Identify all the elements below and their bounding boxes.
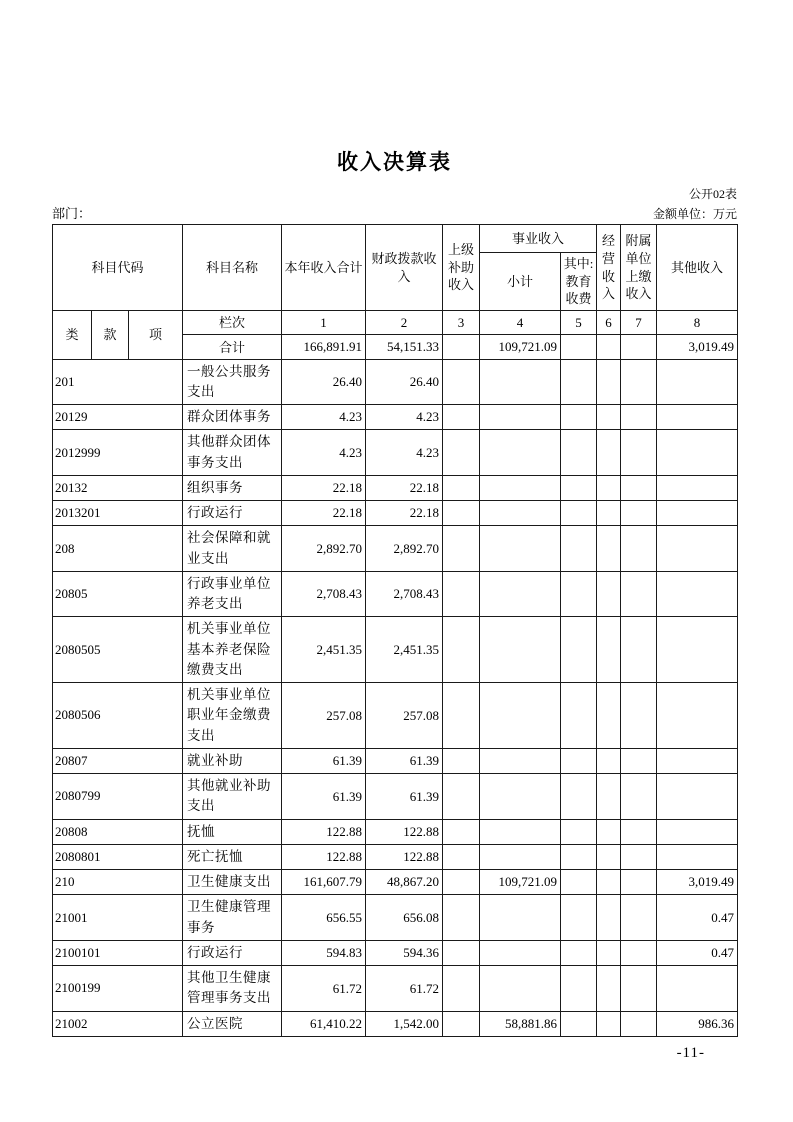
- table-row: [53, 748, 738, 773]
- value-cell: 61,410.22: [282, 1011, 366, 1036]
- unit-label: 金额单位：万元: [652, 207, 737, 221]
- value-cell: [443, 895, 480, 941]
- subject-code-cell: 2012999: [53, 430, 183, 476]
- value-cell: 61.39: [366, 774, 443, 820]
- value-cell: [657, 475, 738, 500]
- header-code-section: 款: [92, 311, 129, 360]
- value-cell: [621, 617, 657, 683]
- value-cell: 4.23: [366, 430, 443, 476]
- value-cell: [597, 475, 621, 500]
- value-cell: [597, 966, 621, 1012]
- value-cell: [561, 571, 597, 617]
- value-cell: [621, 359, 657, 405]
- value-cell: [561, 966, 597, 1012]
- subject-name-cell: 组织事务: [183, 475, 282, 500]
- subject-code-cell: 2100199: [53, 966, 183, 1012]
- value-cell: 61.39: [282, 774, 366, 820]
- value-cell: 656.08: [366, 895, 443, 941]
- value-cell: [621, 571, 657, 617]
- value-cell: 109,721.09: [480, 870, 561, 895]
- table-row: [53, 683, 738, 749]
- value-cell: [597, 870, 621, 895]
- header-code-category: 类: [53, 311, 92, 360]
- table-row: [53, 430, 738, 476]
- value-cell: [621, 819, 657, 844]
- value-cell: 22.18: [366, 501, 443, 526]
- value-cell: [443, 475, 480, 500]
- header-subject-code: 科目代码: [53, 225, 183, 311]
- value-cell: [621, 405, 657, 430]
- value-cell: [597, 774, 621, 820]
- value-cell: [657, 526, 738, 572]
- table-row: [53, 966, 738, 1012]
- value-cell: 4.23: [282, 405, 366, 430]
- value-cell: [443, 526, 480, 572]
- value-cell: [561, 617, 597, 683]
- value-cell: [657, 501, 738, 526]
- subject-name-cell: 行政运行: [183, 940, 282, 965]
- value-cell: [621, 844, 657, 869]
- value-cell: 122.88: [282, 844, 366, 869]
- table-row: [53, 617, 738, 683]
- subject-name-cell: 公立医院: [183, 1011, 282, 1036]
- table-body: [53, 359, 738, 1036]
- value-cell: [480, 819, 561, 844]
- value-cell: [443, 940, 480, 965]
- value-cell: 26.40: [282, 359, 366, 405]
- value-cell: [597, 617, 621, 683]
- totals-value: [443, 335, 480, 360]
- value-cell: [621, 966, 657, 1012]
- value-cell: [480, 966, 561, 1012]
- value-cell: [561, 359, 597, 405]
- subject-code-cell: 20805: [53, 571, 183, 617]
- value-cell: 61.72: [366, 966, 443, 1012]
- subject-code-cell: 2080505: [53, 617, 183, 683]
- totals-value: 3,019.49: [657, 335, 738, 360]
- table-row: [53, 774, 738, 820]
- value-cell: [657, 359, 738, 405]
- value-cell: [480, 571, 561, 617]
- document-content: [52, 0, 737, 1062]
- subject-code-cell: 21001: [53, 895, 183, 941]
- subject-code-cell: 2080801: [53, 844, 183, 869]
- value-cell: [561, 870, 597, 895]
- table-row: [53, 571, 738, 617]
- value-cell: [657, 617, 738, 683]
- value-cell: [443, 571, 480, 617]
- value-cell: 161,607.79: [282, 870, 366, 895]
- value-cell: [443, 870, 480, 895]
- meta-row: [52, 203, 737, 222]
- value-cell: 22.18: [366, 475, 443, 500]
- value-cell: [597, 571, 621, 617]
- value-cell: [561, 405, 597, 430]
- value-cell: [561, 774, 597, 820]
- value-cell: 986.36: [657, 1011, 738, 1036]
- value-cell: [443, 501, 480, 526]
- value-cell: 257.08: [366, 683, 443, 749]
- value-cell: [480, 475, 561, 500]
- table-row: [53, 359, 738, 405]
- value-cell: 122.88: [366, 844, 443, 869]
- value-cell: 4.23: [366, 405, 443, 430]
- value-cell: [480, 405, 561, 430]
- value-cell: [561, 940, 597, 965]
- header-col-index-7: 7: [621, 311, 657, 335]
- value-cell: [480, 501, 561, 526]
- value-cell: [657, 748, 738, 773]
- value-cell: [621, 870, 657, 895]
- value-cell: [443, 617, 480, 683]
- value-cell: [443, 819, 480, 844]
- subject-name-cell: 社会保障和就业支出: [183, 526, 282, 572]
- value-cell: [657, 819, 738, 844]
- value-cell: [621, 940, 657, 965]
- totals-value: [597, 335, 621, 360]
- value-cell: 122.88: [282, 819, 366, 844]
- value-cell: 656.55: [282, 895, 366, 941]
- value-cell: [597, 1011, 621, 1036]
- department-label: 部门：: [52, 206, 92, 221]
- header-col-index-6: 6: [597, 311, 621, 335]
- value-cell: [597, 526, 621, 572]
- table-row: [53, 870, 738, 895]
- value-cell: 2,451.35: [282, 617, 366, 683]
- subject-name-cell: 群众团体事务: [183, 405, 282, 430]
- value-cell: 22.18: [282, 501, 366, 526]
- header-business-income: 事业收入: [480, 225, 597, 253]
- table-row: [53, 895, 738, 941]
- value-cell: [480, 430, 561, 476]
- subject-code-cell: 201: [53, 359, 183, 405]
- value-cell: [561, 475, 597, 500]
- totals-value: 54,151.33: [366, 335, 443, 360]
- value-cell: [657, 774, 738, 820]
- value-cell: [443, 1011, 480, 1036]
- value-cell: [443, 405, 480, 430]
- header-total-income: 本年收入合计: [282, 225, 366, 311]
- subject-name-cell: 其他群众团体事务支出: [183, 430, 282, 476]
- value-cell: [621, 748, 657, 773]
- value-cell: 2,451.35: [366, 617, 443, 683]
- header-col-index-3: 3: [443, 311, 480, 335]
- totals-value: 166,891.91: [282, 335, 366, 360]
- value-cell: [561, 526, 597, 572]
- table-row: [53, 475, 738, 500]
- revenue-table: [52, 224, 738, 1037]
- totals-value: [561, 335, 597, 360]
- header-col-index-8: 8: [657, 311, 738, 335]
- value-cell: [561, 895, 597, 941]
- subject-name-cell: 行政运行: [183, 501, 282, 526]
- subject-code-cell: 2080799: [53, 774, 183, 820]
- subject-name-cell: 死亡抚恤: [183, 844, 282, 869]
- value-cell: 2,708.43: [366, 571, 443, 617]
- table-row: [53, 844, 738, 869]
- subject-code-cell: 208: [53, 526, 183, 572]
- value-cell: [621, 475, 657, 500]
- value-cell: [621, 774, 657, 820]
- header-row-1: [53, 225, 738, 253]
- subject-code-cell: 2100101: [53, 940, 183, 965]
- page-number: -11-: [676, 1044, 705, 1061]
- value-cell: [480, 359, 561, 405]
- header-education-fee: 其中: 教育 收费: [561, 253, 597, 311]
- header-col-index-1: 1: [282, 311, 366, 335]
- value-cell: [480, 748, 561, 773]
- totals-value: [621, 335, 657, 360]
- table-row: [53, 526, 738, 572]
- value-cell: [443, 774, 480, 820]
- totals-value: 109,721.09: [480, 335, 561, 360]
- value-cell: [597, 940, 621, 965]
- subject-name-cell: 行政事业单位养老支出: [183, 571, 282, 617]
- value-cell: [480, 895, 561, 941]
- table-code-label: 公开02表: [688, 187, 737, 201]
- value-cell: 122.88: [366, 819, 443, 844]
- value-cell: [621, 526, 657, 572]
- value-cell: [443, 683, 480, 749]
- value-cell: [597, 819, 621, 844]
- value-cell: [443, 359, 480, 405]
- header-subject-name: 科目名称: [183, 225, 282, 311]
- value-cell: [443, 430, 480, 476]
- subject-code-cell: 2080506: [53, 683, 183, 749]
- value-cell: 2,892.70: [366, 526, 443, 572]
- value-cell: [561, 683, 597, 749]
- value-cell: 61.39: [282, 748, 366, 773]
- value-cell: [597, 359, 621, 405]
- value-cell: [443, 966, 480, 1012]
- value-cell: [597, 405, 621, 430]
- value-cell: 1,542.00: [366, 1011, 443, 1036]
- value-cell: 3,019.49: [657, 870, 738, 895]
- value-cell: 2,892.70: [282, 526, 366, 572]
- value-cell: [561, 748, 597, 773]
- table-row: [53, 501, 738, 526]
- value-cell: 594.36: [366, 940, 443, 965]
- header-superior-subsidy-income: 上级补助收入: [443, 225, 480, 311]
- subject-name-cell: 机关事业单位基本养老保险缴费支出: [183, 617, 282, 683]
- value-cell: [621, 1011, 657, 1036]
- value-cell: 22.18: [282, 475, 366, 500]
- header-col-index-5: 5: [561, 311, 597, 335]
- header-row-index-label: 栏次: [183, 311, 282, 335]
- subject-code-cell: 2013201: [53, 501, 183, 526]
- value-cell: [657, 571, 738, 617]
- value-cell: [657, 683, 738, 749]
- table-row: [53, 1011, 738, 1036]
- value-cell: 4.23: [282, 430, 366, 476]
- header-fiscal-grant-income: 财政拨款收入: [366, 225, 443, 311]
- table-row: [53, 819, 738, 844]
- value-cell: [480, 526, 561, 572]
- value-cell: 594.83: [282, 940, 366, 965]
- header-col-index-2: 2: [366, 311, 443, 335]
- value-cell: [480, 774, 561, 820]
- subject-name-cell: 一般公共服务支出: [183, 359, 282, 405]
- value-cell: [657, 430, 738, 476]
- value-cell: [561, 1011, 597, 1036]
- value-cell: [621, 683, 657, 749]
- totals-label: 合计: [183, 335, 282, 360]
- subject-name-cell: 抚恤: [183, 819, 282, 844]
- value-cell: 0.47: [657, 895, 738, 941]
- header-operating-income: 经营收入: [597, 225, 621, 311]
- value-cell: [443, 844, 480, 869]
- value-cell: 2,708.43: [282, 571, 366, 617]
- value-cell: [480, 683, 561, 749]
- value-cell: 26.40: [366, 359, 443, 405]
- value-cell: [597, 430, 621, 476]
- header-code-item: 项: [129, 311, 183, 360]
- value-cell: [561, 819, 597, 844]
- subject-code-cell: 210: [53, 870, 183, 895]
- header-affiliated-remit-income: 附属单位上缴收入: [621, 225, 657, 311]
- value-cell: [621, 430, 657, 476]
- subject-code-cell: 20808: [53, 819, 183, 844]
- value-cell: 257.08: [282, 683, 366, 749]
- header-business-subtotal: 小计: [480, 253, 561, 311]
- value-cell: 58,881.86: [480, 1011, 561, 1036]
- subject-code-cell: 20132: [53, 475, 183, 500]
- subject-name-cell: 卫生健康支出: [183, 870, 282, 895]
- subject-name-cell: 卫生健康管理事务: [183, 895, 282, 941]
- value-cell: [657, 405, 738, 430]
- page-title: 收入决算表: [337, 150, 452, 174]
- value-cell: [561, 430, 597, 476]
- value-cell: [597, 683, 621, 749]
- value-cell: [480, 617, 561, 683]
- value-cell: 0.47: [657, 940, 738, 965]
- value-cell: [443, 748, 480, 773]
- value-cell: [657, 844, 738, 869]
- value-cell: 61.39: [366, 748, 443, 773]
- subject-name-cell: 其他就业补助支出: [183, 774, 282, 820]
- value-cell: [597, 501, 621, 526]
- header-row-3: [53, 311, 738, 335]
- subject-code-cell: 20807: [53, 748, 183, 773]
- subject-name-cell: 其他卫生健康管理事务支出: [183, 966, 282, 1012]
- value-cell: [597, 895, 621, 941]
- subject-code-cell: 20129: [53, 405, 183, 430]
- value-cell: [561, 844, 597, 869]
- table-row: [53, 940, 738, 965]
- subject-name-cell: 就业补助: [183, 748, 282, 773]
- value-cell: 61.72: [282, 966, 366, 1012]
- subject-name-cell: 机关事业单位职业年金缴费支出: [183, 683, 282, 749]
- subject-code-cell: 21002: [53, 1011, 183, 1036]
- value-cell: [480, 940, 561, 965]
- table-row: [53, 405, 738, 430]
- value-cell: [597, 748, 621, 773]
- value-cell: 48,867.20: [366, 870, 443, 895]
- header-col-index-4: 4: [480, 311, 561, 335]
- value-cell: [621, 895, 657, 941]
- value-cell: [480, 844, 561, 869]
- value-cell: [621, 501, 657, 526]
- header-other-income: 其他收入: [657, 225, 738, 311]
- value-cell: [657, 966, 738, 1012]
- value-cell: [561, 501, 597, 526]
- value-cell: [597, 844, 621, 869]
